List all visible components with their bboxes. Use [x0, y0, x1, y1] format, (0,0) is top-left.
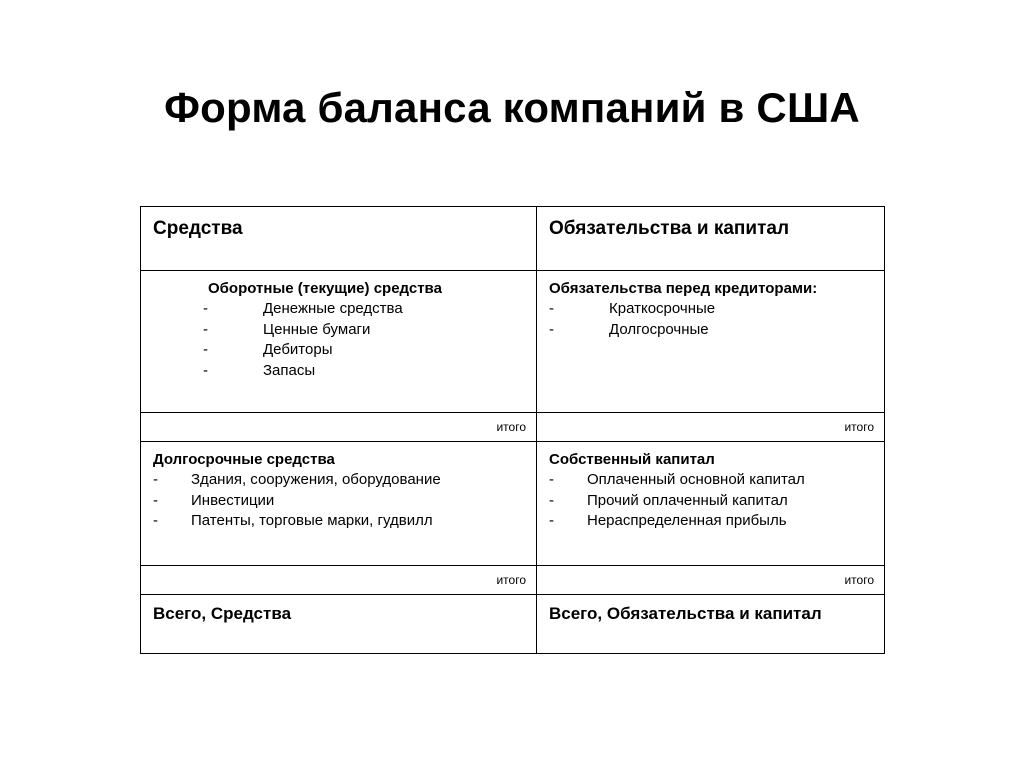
long-term-section-row — [141, 442, 885, 566]
list-item — [549, 491, 884, 512]
list-item-label: Долгосрочные — [609, 320, 709, 338]
list-item — [203, 320, 536, 341]
liabilities-list — [537, 299, 884, 340]
total-liabilities-equity-label: Всего, Обязательства и капитал — [549, 604, 822, 623]
dash-bullet: - — [203, 300, 208, 317]
dash-bullet: - — [549, 491, 554, 509]
total-assets-cell — [141, 595, 537, 654]
long-term-assets-heading: Долгосрочные средства — [153, 451, 335, 468]
assets-header-cell — [141, 207, 537, 271]
dash-bullet: - — [203, 361, 208, 379]
current-assets-list — [141, 299, 536, 381]
list-item — [549, 470, 884, 491]
list-item — [549, 320, 884, 341]
current-section-row — [141, 271, 885, 413]
list-item — [153, 470, 536, 491]
subtotal-row — [141, 566, 885, 595]
dash-bullet: - — [203, 320, 208, 338]
total-liabilities-equity-cell — [537, 595, 885, 654]
list-item — [203, 361, 536, 382]
list-item — [549, 299, 884, 320]
list-item — [153, 491, 536, 512]
list-item-label: Краткосрочные — [609, 300, 716, 317]
subtotal-label: итого — [844, 573, 874, 587]
list-item-label: Патенты, торговые марки, гудвилл — [191, 512, 433, 529]
list-item-label: Прочий оплаченный капитал — [587, 491, 788, 509]
list-item — [203, 299, 536, 320]
liabilities-subtotal-cell — [537, 413, 885, 442]
dash-bullet: - — [153, 512, 158, 529]
list-item-label: Здания, сооружения, оборудование — [191, 471, 441, 488]
subtotal-row — [141, 413, 885, 442]
current-assets-heading: Оборотные (текущие) средства — [208, 280, 442, 297]
dash-bullet: - — [549, 471, 554, 488]
list-item — [203, 340, 536, 361]
dash-bullet: - — [153, 471, 158, 488]
list-item-label: Ценные бумаги — [263, 320, 371, 338]
list-item-label: Дебиторы — [263, 341, 333, 358]
grand-total-row — [141, 595, 885, 654]
liabilities-equity-header: Обязательства и капитал — [549, 218, 790, 239]
dash-bullet: - — [153, 491, 158, 509]
liabilities-heading: Обязательства перед кредиторами: — [549, 280, 818, 297]
subtotal-label: итого — [496, 573, 526, 587]
list-item-label: Инвестиции — [191, 491, 275, 509]
dash-bullet: - — [549, 320, 554, 338]
list-item-label: Денежные средства — [263, 300, 403, 317]
list-item-label: Запасы — [263, 361, 316, 379]
liabilities-cell — [537, 271, 885, 413]
list-item-label: Нераспределенная прибыль — [587, 512, 787, 529]
subtotal-label: итого — [844, 420, 874, 434]
dash-bullet: - — [203, 341, 208, 358]
list-item-label: Оплаченный основной капитал — [587, 471, 805, 488]
equity-list — [537, 470, 884, 532]
dash-bullet: - — [549, 512, 554, 529]
assets-header: Средства — [153, 218, 243, 239]
equity-heading: Собственный капитал — [549, 451, 715, 468]
long-term-assets-list — [141, 470, 536, 532]
current-assets-cell — [141, 271, 537, 413]
long-term-assets-subtotal-cell — [141, 566, 537, 595]
balance-sheet-table — [140, 206, 885, 654]
current-assets-subtotal-cell — [141, 413, 537, 442]
total-assets-label: Всего, Средства — [153, 604, 292, 623]
liabilities-header-cell — [537, 207, 885, 271]
list-item — [549, 511, 884, 532]
list-item — [153, 511, 536, 532]
table-header-row — [141, 207, 885, 271]
long-term-assets-cell — [141, 442, 537, 566]
equity-cell — [537, 442, 885, 566]
dash-bullet: - — [549, 300, 554, 317]
page-title: Форма баланса компаний в США — [164, 84, 860, 131]
equity-subtotal-cell — [537, 566, 885, 595]
subtotal-label: итого — [496, 420, 526, 434]
